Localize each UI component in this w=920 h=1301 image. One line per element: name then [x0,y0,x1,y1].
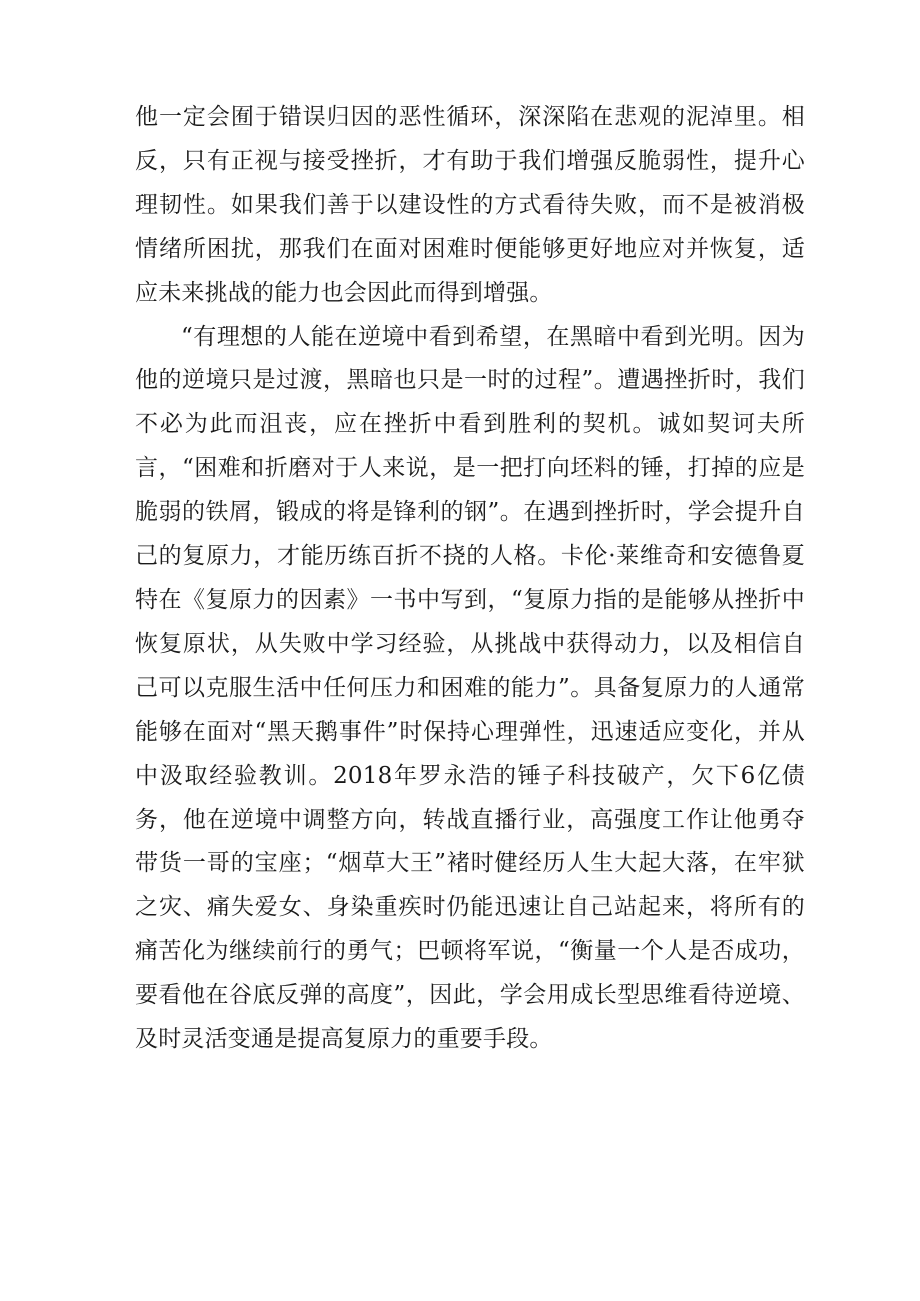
paragraph-2: “有理想的人能在逆境中看到希望，在黑暗中看到光明。因为他的逆境只是过渡，黑暗也只是一时的过程”。遭遇挫折时，我们不必为此而沮丧，应在挫折中看到胜利的契机。诚如契诃夫所言，“困难和折磨对于人来说，是一把打向坯料的锤，打掉的应是脆弱的铁屑，锻成的将是锋利的钢”。在遇到挫折时，学会提升自己的复原力，才能历练百折不挠的人格。卡伦·莱维奇和安德鲁夏特在《复原力的因素》一书中写到，“复原力指的是能够从挫折中恢复原状，从失败中学习经验，从挑战中获得动力，以及相信自己可以克服生活中任何压力和困难的能力”。具备复原力的人通常能够在面对“黑天鹅事件”时保持心理弹性，迅速适应变化，并从中汲取经验教训。2018年罗永浩的锤子科技破产，欠下6亿债务，他在逆境中调整方向，转战直播行业，高强度工作让他勇夺带货一哥的宝座；“烟草大王”褚时健经历人生大起大落，在牢狱之灾、痛失爱女、身染重疾时仍能迅速让自己站起来，将所有的痛苦化为继续前行的勇气；巴顿将军说，“衡量一个人是否成功，要看他在谷底反弹的高度”，因此，学会用成长型思维看待逆境、及时灵活变通是提高复原力的重要手段。 [135,323,805,1053]
body-text [135,96,805,1062]
paragraph-1: 他一定会囿于错误归因的恶性循环，深深陷在悲观的泥淖里。相反，只有正视与接受挫折，才有助于我们增强反脆弱性，提升心理韧性。如果我们善于以建设性的方式看待失败，而不是被消极情绪所困扰，那我们在面对困难时便能够更好地应对并恢复，适应未来挑战的能力也会因此而得到增强。 [135,104,805,306]
